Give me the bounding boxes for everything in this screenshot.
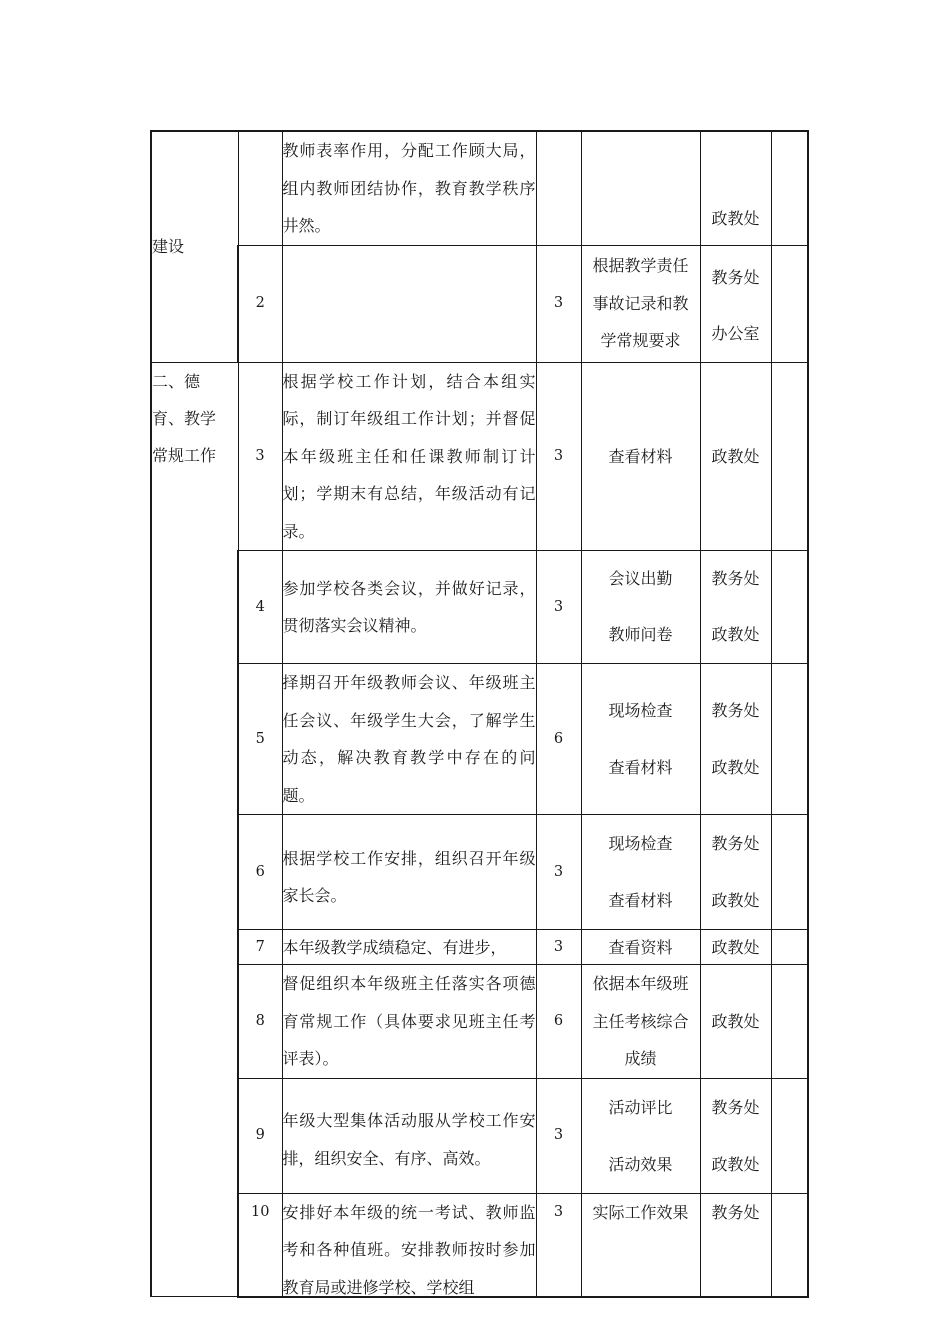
score-cell: 6 bbox=[536, 664, 581, 815]
method-cell: 查看资料 bbox=[581, 930, 700, 965]
dept-cell: 教务处 政教处 bbox=[700, 1078, 771, 1193]
score-cell: 3 bbox=[536, 1193, 581, 1297]
item-description-cell bbox=[282, 245, 536, 362]
dept-cell: 教务处 政教处 bbox=[700, 815, 771, 930]
item-number-cell: 9 bbox=[238, 1078, 282, 1193]
method-cell: 会议出勤 教师问卷 bbox=[581, 551, 700, 664]
score-cell: 3 bbox=[536, 1078, 581, 1193]
item-description-cell: 安排好本年级的统一考试、教师监考和各种值班。安排教师按时参加教育局或进修学校、学校组 bbox=[282, 1193, 536, 1297]
remarks-cell bbox=[771, 930, 808, 965]
table-row bbox=[151, 362, 808, 551]
dept-cell: 教务处 bbox=[700, 1193, 771, 1297]
score-cell: 3 bbox=[536, 815, 581, 930]
dept-cell: 教务处 政教处 bbox=[700, 551, 771, 664]
item-description-cell: 教师表率作用，分配工作顾大局，组内教师团结协作，教育教学秩序井然。 bbox=[282, 131, 536, 245]
dept-cell: 教务处 政教处 bbox=[700, 664, 771, 815]
item-number-cell: 5 bbox=[238, 664, 282, 815]
category-cell-moral-teaching: 二、德 育、教学 常规工作 bbox=[151, 362, 238, 1297]
table-row bbox=[151, 815, 808, 930]
remarks-cell bbox=[771, 362, 808, 551]
method-cell: 根据教学责任 事故记录和教 学常规要求 bbox=[581, 245, 700, 362]
item-description-cell: 年级大型集体活动服从学校工作安排，组织安全、有序、高效。 bbox=[282, 1078, 536, 1193]
score-cell: 3 bbox=[536, 551, 581, 664]
item-number-cell: 8 bbox=[238, 965, 282, 1079]
remarks-cell bbox=[771, 131, 808, 245]
assessment-table bbox=[150, 130, 809, 1298]
remarks-cell bbox=[771, 551, 808, 664]
item-description-cell: 督促组织本年级班主任落实各项德育常规工作（具体要求见班主任考评表）。 bbox=[282, 965, 536, 1079]
item-description-cell: 择期召开年级教师会议、年级班主任会议、年级学生大会，了解学生动态，解决教育教学中存在的问题。 bbox=[282, 664, 536, 815]
score-cell: 3 bbox=[536, 930, 581, 965]
table-row bbox=[151, 1193, 808, 1297]
item-description-cell: 根据学校工作安排，组织召开年级家长会。 bbox=[282, 815, 536, 930]
dept-cell: 教务处 办公室 bbox=[700, 245, 771, 362]
remarks-cell bbox=[771, 664, 808, 815]
method-cell bbox=[581, 131, 700, 245]
dept-cell: 政教处 bbox=[700, 930, 771, 965]
table-row bbox=[151, 551, 808, 664]
method-cell: 现场检查 查看材料 bbox=[581, 815, 700, 930]
method-cell: 活动评比 活动效果 bbox=[581, 1078, 700, 1193]
remarks-cell bbox=[771, 965, 808, 1079]
table-row bbox=[151, 131, 808, 245]
item-description-cell: 根据学校工作计划，结合本组实际，制订年级组工作计划；并督促本年级班主任和任课教师制订计划；学期末有总结，年级活动有记录。 bbox=[282, 362, 536, 551]
score-cell: 6 bbox=[536, 965, 581, 1079]
remarks-cell bbox=[771, 1078, 808, 1193]
remarks-cell bbox=[771, 245, 808, 362]
remarks-cell bbox=[771, 1193, 808, 1297]
item-description-cell: 本年级教学成绩稳定、有进步， bbox=[282, 930, 536, 965]
score-cell: 3 bbox=[536, 245, 581, 362]
method-cell: 现场检查 查看材料 bbox=[581, 664, 700, 815]
table-row bbox=[151, 1078, 808, 1193]
item-number-cell: 10 bbox=[238, 1193, 282, 1297]
item-description-cell: 参加学校各类会议，并做好记录，贯彻落实会议精神。 bbox=[282, 551, 536, 664]
method-cell: 查看材料 bbox=[581, 362, 700, 551]
category-cell-construction: 建设 bbox=[151, 131, 238, 362]
table-row bbox=[151, 664, 808, 815]
table-row bbox=[151, 965, 808, 1079]
item-number-cell: 4 bbox=[238, 551, 282, 664]
dept-cell: 政教处 bbox=[700, 965, 771, 1079]
method-cell: 依据本年级班 主任考核综合 成绩 bbox=[581, 965, 700, 1079]
item-number-cell: 6 bbox=[238, 815, 282, 930]
table-row bbox=[151, 930, 808, 965]
dept-cell: 政教处 bbox=[700, 131, 771, 245]
method-cell: 实际工作效果 bbox=[581, 1193, 700, 1297]
item-number-cell: 7 bbox=[238, 930, 282, 965]
score-cell: 3 bbox=[536, 362, 581, 551]
dept-cell: 政教处 bbox=[700, 362, 771, 551]
remarks-cell bbox=[771, 815, 808, 930]
item-number-cell: 3 bbox=[238, 362, 282, 551]
item-number-cell: 2 bbox=[238, 245, 282, 362]
score-cell bbox=[536, 131, 581, 245]
table-row bbox=[151, 245, 808, 362]
item-number-cell bbox=[238, 131, 282, 245]
